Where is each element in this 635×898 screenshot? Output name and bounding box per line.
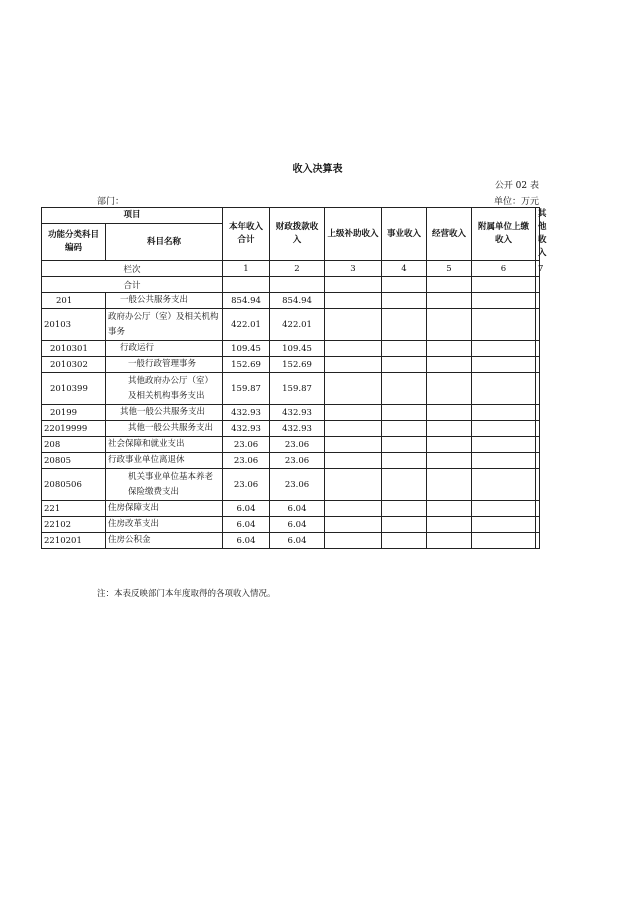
header-career: 事业收入 — [382, 208, 427, 261]
row-other — [536, 309, 540, 341]
row-superior — [325, 373, 382, 405]
table-code: 公开 02 表 — [494, 181, 539, 191]
row-business — [427, 469, 472, 501]
row-subsidiary — [472, 421, 536, 437]
row-code: 2010399 — [42, 373, 106, 405]
col-number: 1 — [223, 261, 270, 277]
row-subsidiary — [472, 341, 536, 357]
row-fiscal: 159.87 — [270, 373, 325, 405]
table-row — [42, 405, 540, 421]
row-business — [427, 517, 472, 533]
row-fiscal: 109.45 — [270, 341, 325, 357]
row-total: 159.87 — [223, 373, 270, 405]
row-total: 6.04 — [223, 517, 270, 533]
row-code: 20805 — [42, 453, 106, 469]
row-business — [427, 341, 472, 357]
row-name: 行政事业单位离退休 — [106, 453, 223, 469]
header-superior: 上级补助收入 — [325, 208, 382, 261]
row-total: 6.04 — [223, 501, 270, 517]
row-superior — [325, 341, 382, 357]
row-other — [536, 405, 540, 421]
row-business — [427, 405, 472, 421]
row-career — [382, 453, 427, 469]
row-subsidiary — [472, 501, 536, 517]
row-career — [382, 309, 427, 341]
row-code: 201 — [42, 293, 106, 309]
row-career — [382, 293, 427, 309]
table-row — [42, 533, 540, 549]
row-superior — [325, 453, 382, 469]
col-number: 3 — [325, 261, 382, 277]
row-code: 20199 — [42, 405, 106, 421]
row-superior — [325, 293, 382, 309]
row-name: 住房改革支出 — [106, 517, 223, 533]
header-total: 本年收入合计 — [223, 208, 270, 261]
row-fiscal: 432.93 — [270, 405, 325, 421]
row-other — [536, 357, 540, 373]
row-career — [382, 517, 427, 533]
row-business — [427, 501, 472, 517]
row-fiscal: 432.93 — [270, 421, 325, 437]
row-code: 2010302 — [42, 357, 106, 373]
col-number: 4 — [382, 261, 427, 277]
row-fiscal: 23.06 — [270, 437, 325, 453]
row-career — [382, 469, 427, 501]
table-note: 注：本表反映部门本年度取得的各项收入情况。 — [97, 589, 276, 599]
row-business — [427, 309, 472, 341]
row-superior — [325, 533, 382, 549]
row-name: 其他一般公共服务支出 — [106, 405, 223, 421]
row-superior — [325, 421, 382, 437]
header-name: 科目名称 — [106, 224, 223, 261]
row-total: 432.93 — [223, 421, 270, 437]
row-total: 152.69 — [223, 357, 270, 373]
row-business — [427, 437, 472, 453]
table-row — [42, 357, 540, 373]
row-code: 208 — [42, 437, 106, 453]
row-subsidiary — [472, 517, 536, 533]
row-code: 2080506 — [42, 469, 106, 501]
row-name: 社会保障和就业支出 — [106, 437, 223, 453]
row-career — [382, 421, 427, 437]
row-other — [536, 373, 540, 405]
row-subsidiary — [472, 405, 536, 421]
row-code: 2210201 — [42, 533, 106, 549]
table-row — [42, 309, 540, 341]
row-name: 政府办公厅（室）及相关机构事务 — [106, 309, 223, 341]
row-fiscal: 6.04 — [270, 501, 325, 517]
row-name: 其他一般公共服务支出 — [106, 421, 223, 437]
row-career — [382, 405, 427, 421]
row-fiscal: 152.69 — [270, 357, 325, 373]
row-subsidiary — [472, 309, 536, 341]
col-index-label: 栏次 — [42, 261, 223, 277]
total-row-label: 合计 — [42, 277, 223, 293]
row-total: 23.06 — [223, 437, 270, 453]
col-number: 6 — [472, 261, 536, 277]
row-business — [427, 453, 472, 469]
table-row — [42, 469, 540, 501]
row-subsidiary — [472, 533, 536, 549]
row-total: 23.06 — [223, 453, 270, 469]
row-business — [427, 421, 472, 437]
row-name: 一般公共服务支出 — [106, 293, 223, 309]
row-name: 行政运行 — [106, 341, 223, 357]
row-other — [536, 437, 540, 453]
row-code: 20103 — [42, 309, 106, 341]
row-superior — [325, 309, 382, 341]
row-superior — [325, 437, 382, 453]
table-row — [42, 341, 540, 357]
table-row — [42, 517, 540, 533]
table-row — [42, 373, 540, 405]
row-career — [382, 533, 427, 549]
unit-label: 单位：万元 — [493, 197, 539, 207]
row-name: 其他政府办公厅（室）及相关机构事务支出 — [106, 373, 223, 405]
row-fiscal: 422.01 — [270, 309, 325, 341]
income-table — [41, 207, 547, 549]
department-label: 部门： — [97, 197, 125, 207]
row-other — [536, 293, 540, 309]
row-subsidiary — [472, 437, 536, 453]
row-career — [382, 357, 427, 373]
row-name: 机关事业单位基本养老保险缴费支出 — [106, 469, 223, 501]
row-superior — [325, 501, 382, 517]
header-fiscal: 财政拨款收入 — [270, 208, 325, 261]
row-total: 422.01 — [223, 309, 270, 341]
table-row — [42, 421, 540, 437]
row-fiscal: 6.04 — [270, 533, 325, 549]
row-subsidiary — [472, 293, 536, 309]
row-other — [536, 533, 540, 549]
row-fiscal: 6.04 — [270, 517, 325, 533]
row-total: 6.04 — [223, 533, 270, 549]
table-row — [42, 293, 540, 309]
row-total: 854.94 — [223, 293, 270, 309]
row-business — [427, 357, 472, 373]
page-title: 收入决算表 — [292, 164, 343, 175]
table-row — [42, 437, 540, 453]
row-name: 住房公积金 — [106, 533, 223, 549]
row-name: 住房保障支出 — [106, 501, 223, 517]
row-name: 一般行政管理事务 — [106, 357, 223, 373]
row-career — [382, 501, 427, 517]
row-total: 23.06 — [223, 469, 270, 501]
col-number: 7 — [536, 261, 540, 277]
row-subsidiary — [472, 453, 536, 469]
row-other — [536, 453, 540, 469]
header-subsidiary: 附属单位上缴收入 — [472, 208, 536, 261]
row-total: 109.45 — [223, 341, 270, 357]
row-superior — [325, 405, 382, 421]
row-other — [536, 469, 540, 501]
col-number: 2 — [270, 261, 325, 277]
table-row — [42, 501, 540, 517]
row-fiscal: 23.06 — [270, 453, 325, 469]
row-code: 22019999 — [42, 421, 106, 437]
row-other — [536, 517, 540, 533]
row-code: 2010301 — [42, 341, 106, 357]
row-total: 432.93 — [223, 405, 270, 421]
row-superior — [325, 517, 382, 533]
row-subsidiary — [472, 373, 536, 405]
row-fiscal: 23.06 — [270, 469, 325, 501]
row-superior — [325, 469, 382, 501]
row-fiscal: 854.94 — [270, 293, 325, 309]
row-code: 221 — [42, 501, 106, 517]
row-code: 22102 — [42, 517, 106, 533]
row-business — [427, 293, 472, 309]
row-other — [536, 341, 540, 357]
row-subsidiary — [472, 357, 536, 373]
header-item: 项目 — [42, 208, 223, 224]
row-business — [427, 373, 472, 405]
row-career — [382, 341, 427, 357]
row-other — [536, 421, 540, 437]
header-business: 经营收入 — [427, 208, 472, 261]
col-number: 5 — [427, 261, 472, 277]
row-superior — [325, 357, 382, 373]
header-code: 功能分类科目编码 — [42, 224, 106, 261]
row-career — [382, 437, 427, 453]
header-other: 其他收入 — [536, 208, 540, 261]
row-career — [382, 373, 427, 405]
table-row — [42, 453, 540, 469]
row-other — [536, 501, 540, 517]
row-business — [427, 533, 472, 549]
row-subsidiary — [472, 469, 536, 501]
